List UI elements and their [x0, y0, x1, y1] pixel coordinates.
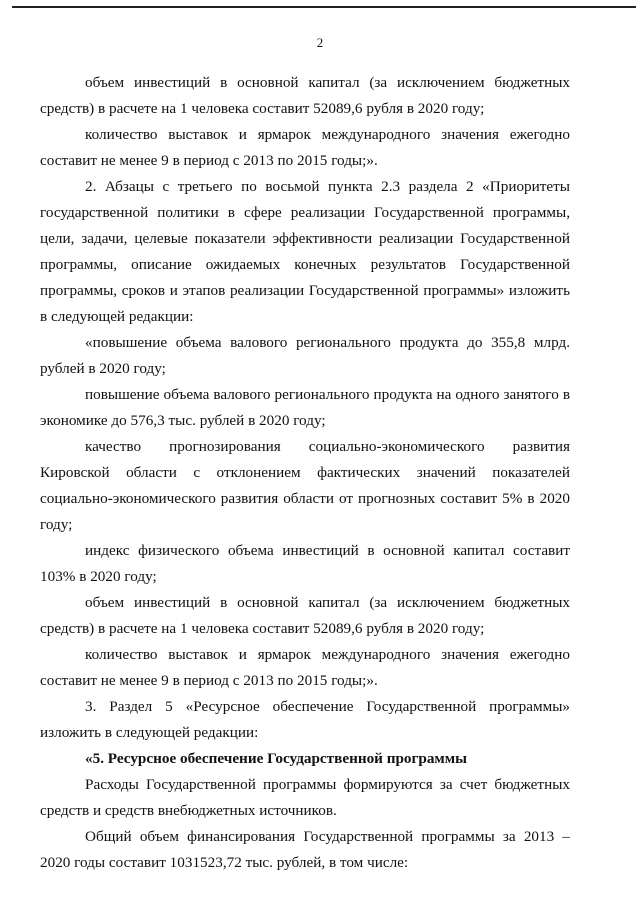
paragraph: объем инвестиций в основной капитал (за исключением бюджетных средств) в расчете на 1 человека составит 52089,6 рубля в 2020 году; — [40, 594, 570, 637]
paragraph: объем инвестиций в основной капитал (за исключением бюджетных средств) в расчете на 1 человека составит 52089,6 рубля в 2020 году; — [40, 74, 570, 117]
page-number: 2 — [316, 35, 324, 50]
paragraph: повышение объема валового регионального продукта на одного занятого в экономике до 576,3 тыс. рублей в 2020 году; — [40, 386, 570, 429]
paragraph: Общий объем финансирования Государственной программы за 2013 – 2020 годы составит 1031523,72 тыс. рублей, в том числе: — [40, 828, 570, 871]
top-rule — [12, 6, 636, 8]
paragraph: Расходы Государственной программы формируются за счет бюджетных средств и средств внебюджетных источников. — [40, 776, 570, 819]
section-heading: «5. Ресурсное обеспечение Государственной программы — [85, 750, 467, 767]
paragraph: индекс физического объема инвестиций в основной капитал составит 103% в 2020 году; — [40, 542, 570, 585]
paragraph: «повышение объема валового регионального продукта до 355,8 млрд. рублей в 2020 году; — [40, 334, 570, 377]
paragraph: качество прогнозирования социально-экономического развития Кировской области с отклонением фактических значений показателей социально-экономического развития области от прогнозных составит 5% в 2020 году; — [40, 438, 570, 533]
document-body — [40, 70, 630, 876]
paragraph: 3. Раздел 5 «Ресурсное обеспечение Государственной программы» изложить в следующей редакции: — [40, 698, 570, 741]
paragraph: количество выставок и ярмарок международного значения ежегодно составит не менее 9 в период с 2013 по 2015 годы;». — [40, 646, 570, 689]
paragraph: количество выставок и ярмарок международного значения ежегодно составит не менее 9 в период с 2013 по 2015 годы;». — [40, 126, 570, 169]
paragraph: 2. Абзацы с третьего по восьмой пункта 2.3 раздела 2 «Приоритеты государственной политики в сфере реализации Государственной программы, цели, задачи, целевые показатели эффективности реализации Государственной программы, описание ожидаемых конечных результатов Государственной программы, сроков и этапов реализации Государственной программы» изложить в следующей редакции: — [40, 178, 570, 325]
